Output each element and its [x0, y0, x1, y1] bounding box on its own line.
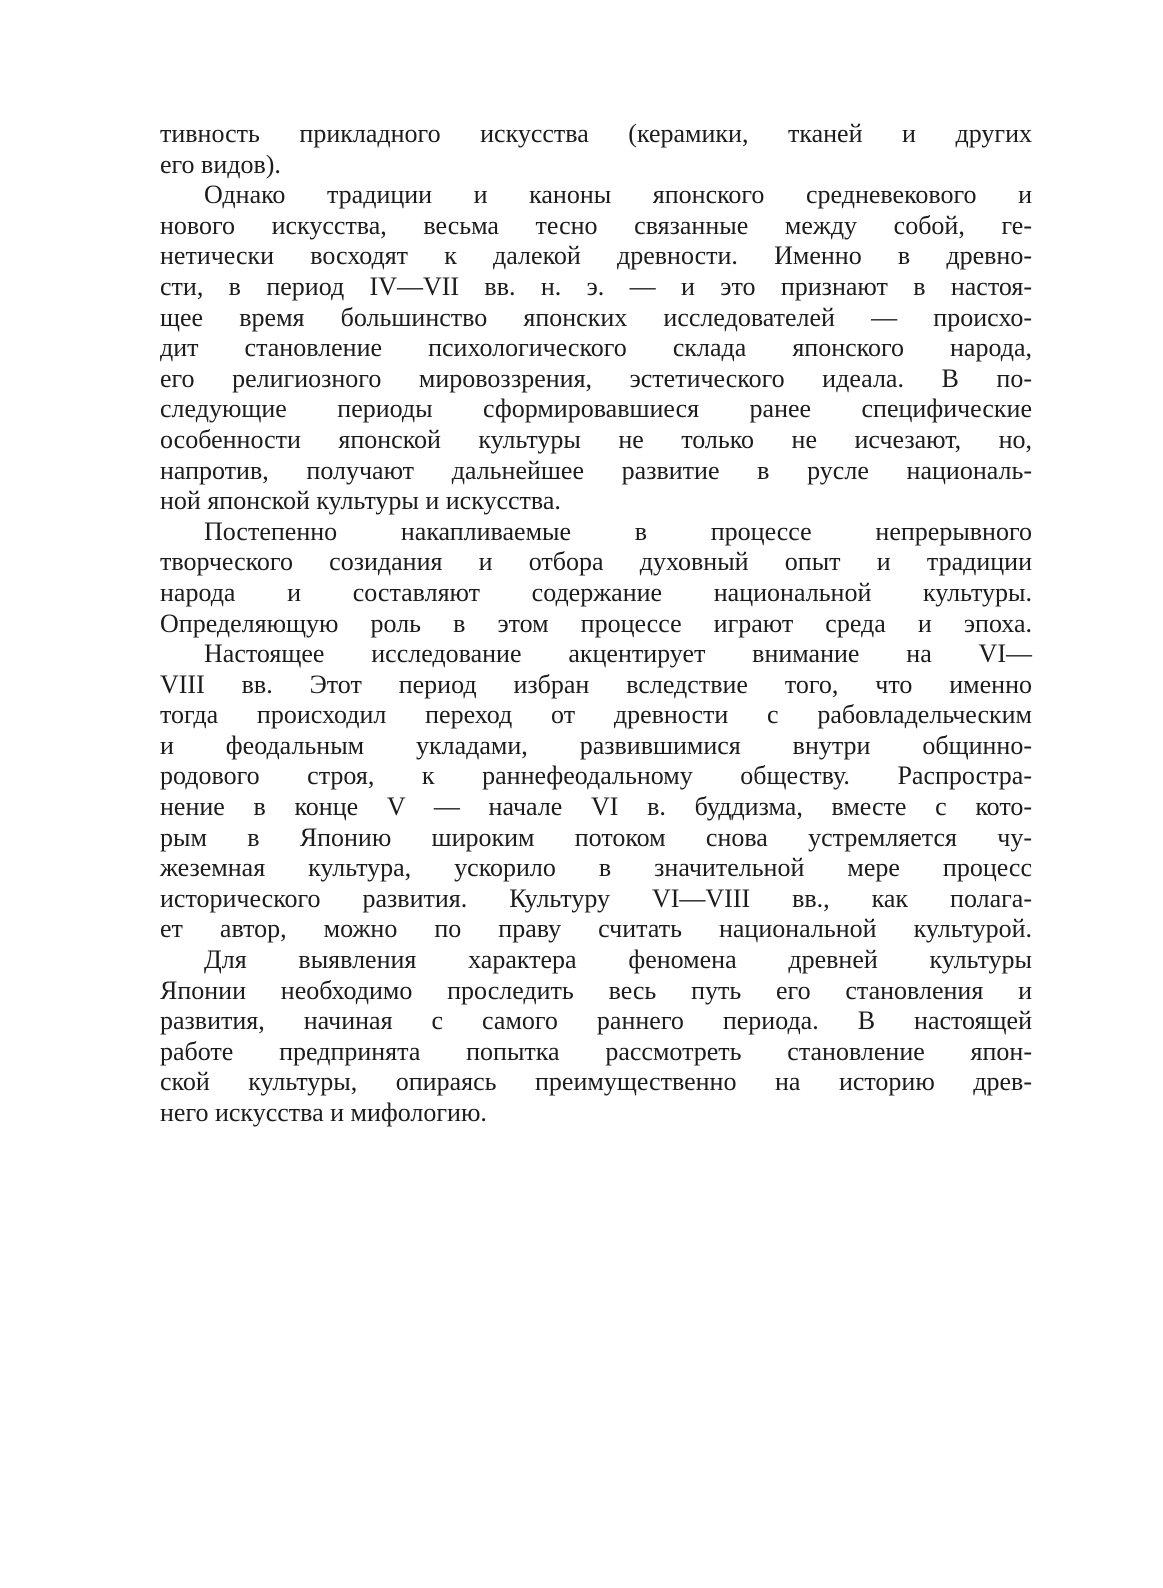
- text-line: его видов).: [160, 149, 281, 179]
- text-line: работе предпринята попытка рассмотреть становление япон-: [160, 1036, 1032, 1066]
- text-line: тивность прикладного искусства (керамики, тканей и других: [160, 119, 1032, 148]
- text-line: него искусства и мифологию.: [160, 1098, 487, 1127]
- text-line: и феодальным укладами, развившимися внутри общинно-: [160, 730, 1032, 760]
- text-line: нетически восходят к далекой древности. Именно в древно-: [160, 241, 1032, 271]
- paragraph-first-line: Однако традиции и каноны японского средневекового и: [204, 180, 1032, 210]
- text-line: дит становление психологического склада японского народа,: [160, 333, 1032, 363]
- text-line: напротив, получают дальнейшее развитие в русле националь-: [160, 455, 1032, 485]
- paragraph-first-line: Настоящее исследование акцентирует внимание на VI—: [204, 639, 1032, 669]
- paragraph-first-line: Постепенно накапливаемые в процессе непрерывного: [204, 516, 1032, 546]
- text-line: особенности японской культуры не только не исчезают, но,: [160, 424, 1032, 454]
- text-line: сти, в период IV—VII вв. н. э. — и это признают в настоя-: [160, 271, 1032, 301]
- text-line: тогда происходил переход от древности с рабовладельческим: [160, 700, 1032, 730]
- text-line: рым в Японию широким потоком снова устремляется чу-: [160, 822, 1032, 852]
- text-line: творческого созидания и отбора духовный опыт и традиции: [160, 547, 1032, 577]
- text-line: жеземная культура, ускорило в значительной мере процесс: [160, 853, 1032, 883]
- text-line: народа и составляют содержание национальной культуры.: [160, 577, 1032, 607]
- text-line: нение в конце V — начале VI в. буддизма, вместе с кото-: [160, 792, 1032, 822]
- text-line: щее время большинство японских исследователей — происхо-: [160, 302, 1032, 332]
- text-line: ной японской культуры и искусства.: [160, 486, 561, 516]
- text-line: ской культуры, опираясь преимущественно на историю древ-: [160, 1067, 1032, 1097]
- text-line: развития, начиная с самого раннего периода. В настоящей: [160, 1006, 1032, 1036]
- text-line: VIII вв. Этот период избран вследствие того, что именно: [160, 669, 1032, 699]
- body-text: [160, 119, 1032, 1129]
- text-line: Японии необходимо проследить весь путь его становления и: [160, 975, 1032, 1005]
- text-line: родового строя, к раннефеодальному обществу. Распростра-: [160, 761, 1032, 791]
- text-line: нового искусства, весьма тесно связанные между собой, ге-: [160, 210, 1032, 240]
- text-line: его религиозного мировоззрения, эстетического идеала. В по-: [160, 363, 1032, 393]
- text-line: ет автор, можно по праву считать национальной культурой.: [160, 914, 1032, 944]
- text-line: Определяющую роль в этом процессе играют среда и эпоха.: [160, 608, 1032, 638]
- paragraph-first-line: Для выявления характера феномена древней культуры: [204, 945, 1032, 975]
- text-line: исторического развития. Культуру VI—VIII вв., как полага-: [160, 883, 1032, 913]
- text-line: следующие периоды сформировавшиеся ранее специфические: [160, 394, 1032, 424]
